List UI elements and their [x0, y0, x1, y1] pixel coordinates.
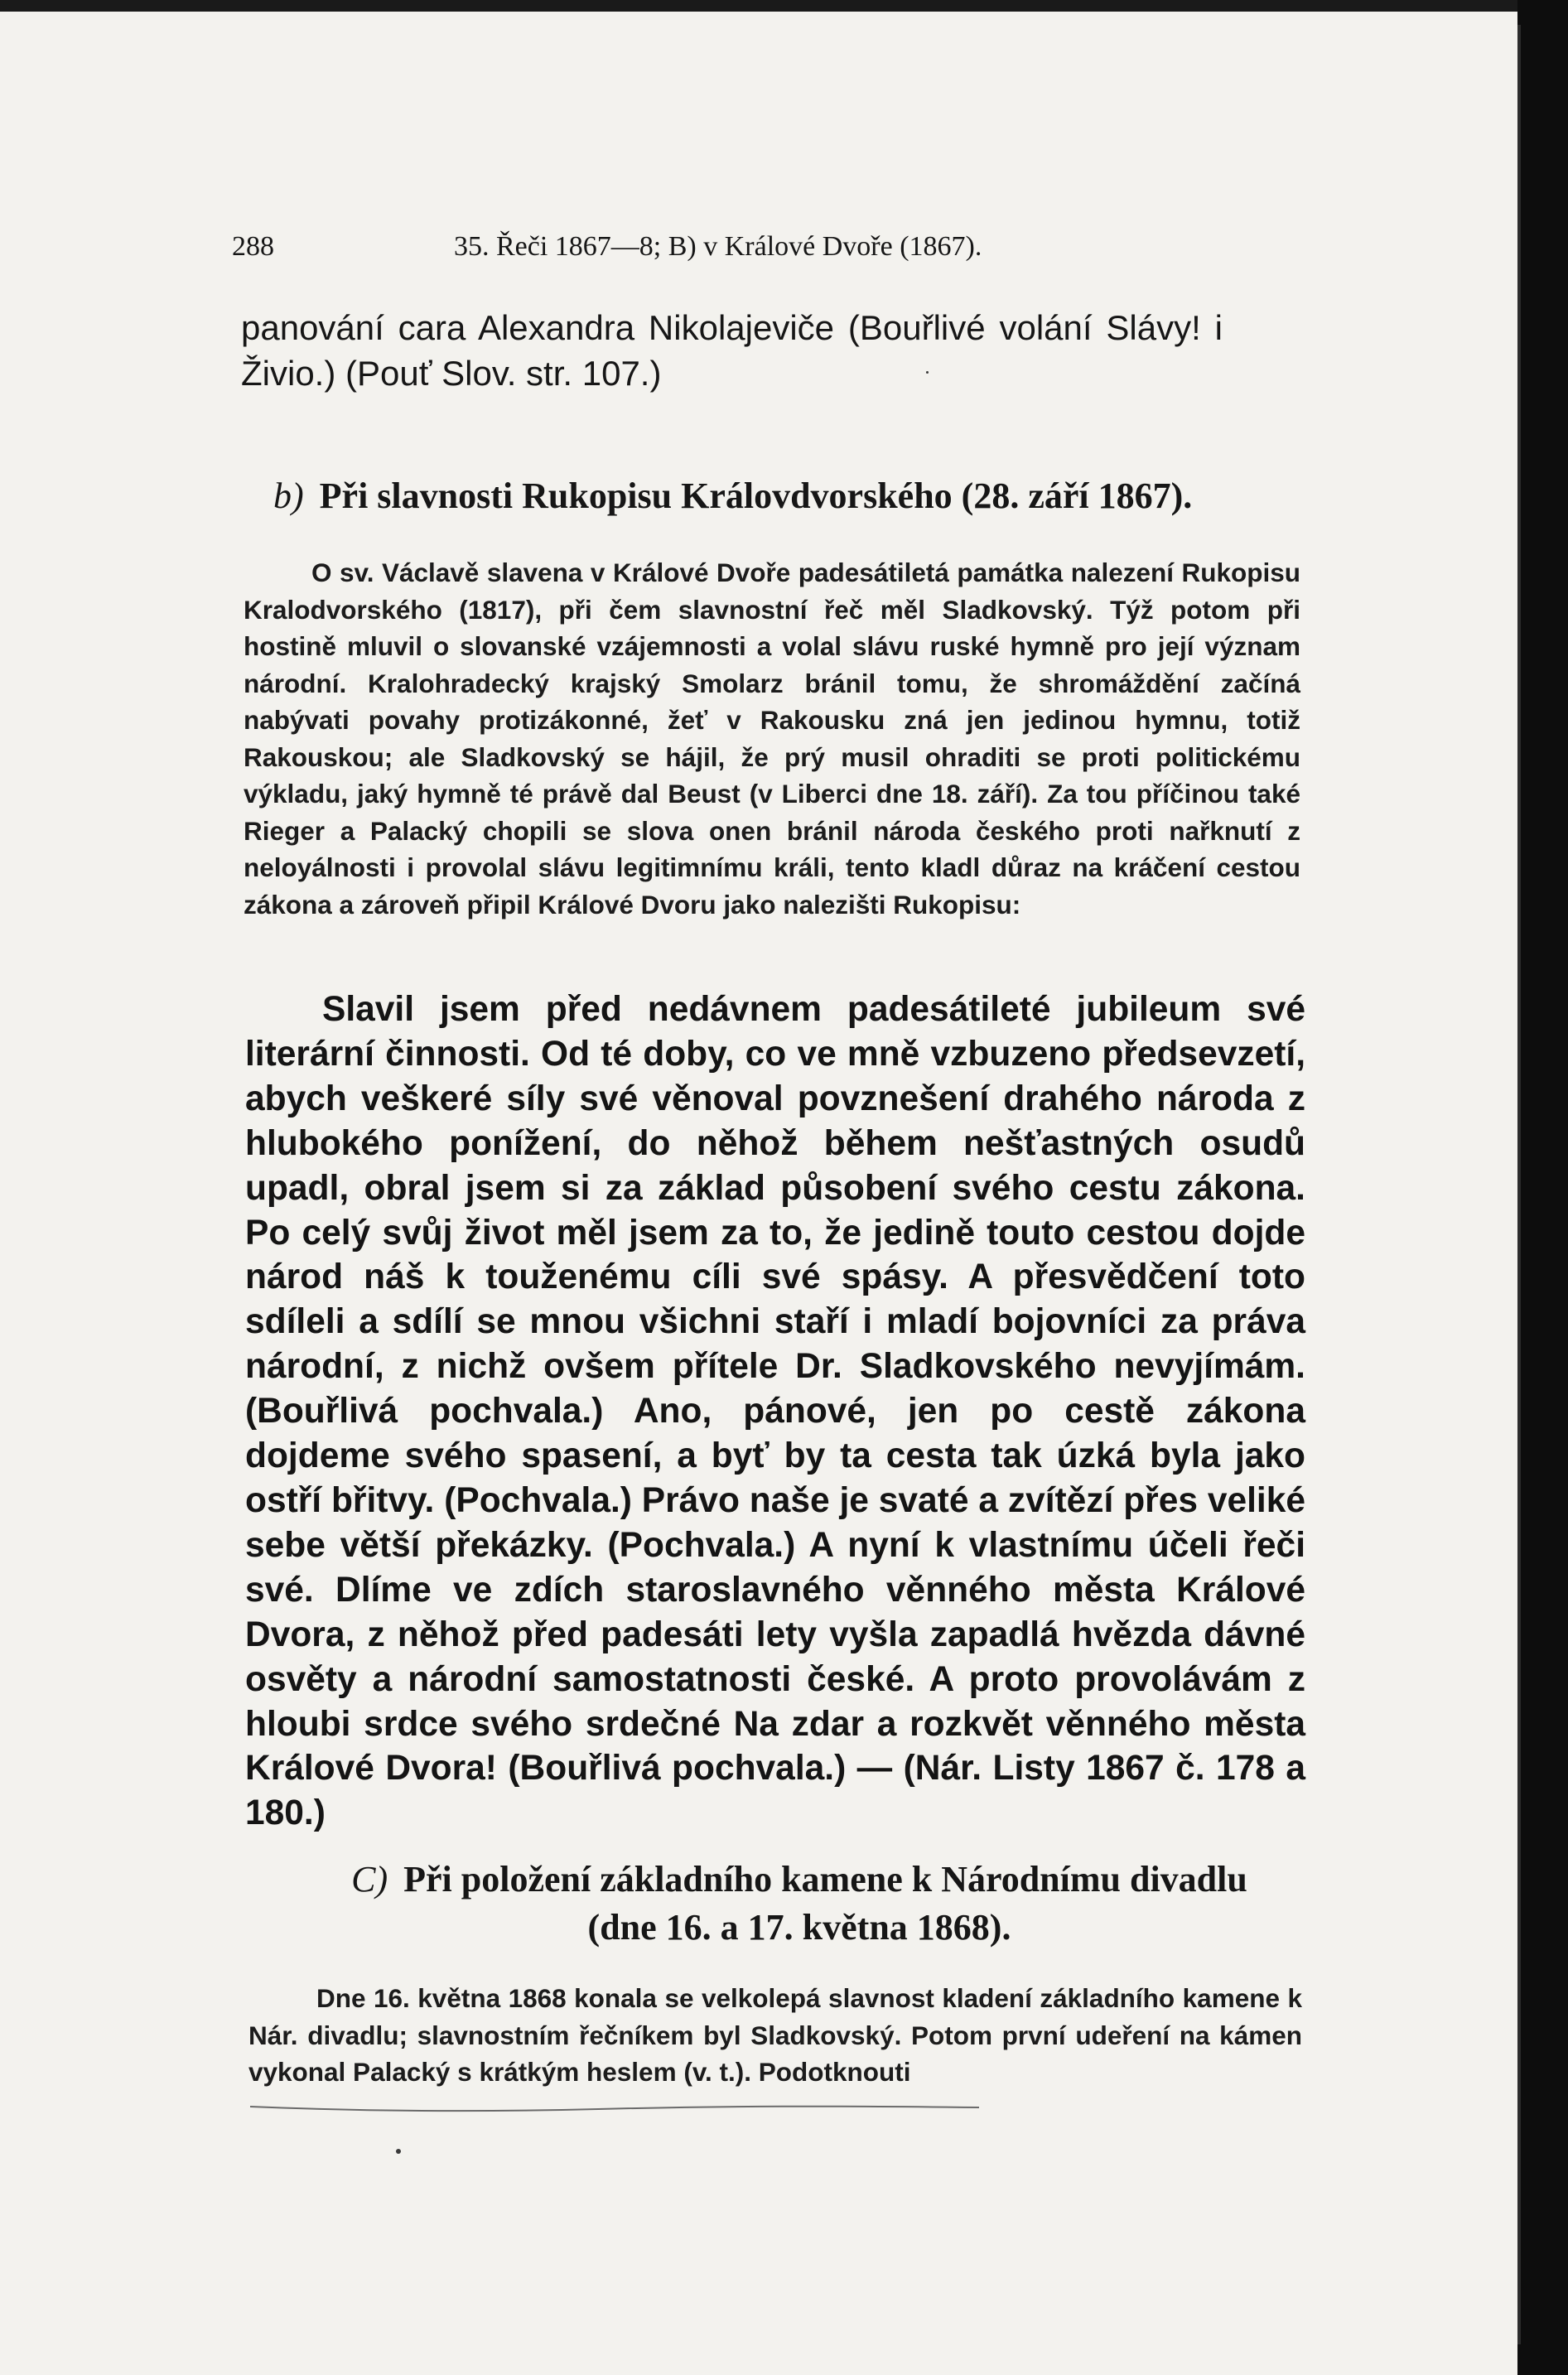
section-c-heading-line2: (dne 16. a 17. května 1868).	[587, 1907, 1011, 1948]
running-title: 35. Řeči 1867—8; B) v Králové Dvoře (1867).	[454, 231, 982, 262]
speech-text: Slavil jsem před nedávnem padesátileté jubileum své literární činnosti. Od té doby, co ve mně vzbuzeno předsevzetí, abych veškeré síly své věnoval povznešení drahého národa z hlubokého ponížení, do něhož během nešťastných osudů upadl, obral jsem si za základ působení svého cestu zákona. Po celý svůj život měl jsem za to, že jedině touto cestou dojde národ náš k touženému cíli své spásy. A přesvědčení toto sdíleli a sdílí se mnou všichni staří i mladí bojovníci za práva národní, z nichž ovšem přítele Dr. Sladkovského nevyjímám. (Bouřlivá pochvala.) Ano, pánové, jen po cestě zákona dojdeme svého spasení, a byť by ta cesta tak úzká byla jako ostří břitvy. (Pochvala.) Právo naše je svaté a zvítězí přes veliké sebe větší překázky. (Pochvala.) A nyní k vlastnímu účeli řeči své. Dlíme ve zdích staroslavného věnného města Králové Dvora, z něhož před padesáti lety vyšla zapadlá hvězda dávné osvěty a národní samostatnosti české. A proto provolávám z hloubi srdce svého srdečné Na zdar a rozkvět věnného města Králové Dvora! (Bouřlivá pochvala.) — (Nár. Listy 1867 č. 178 a 180.)	[245, 990, 1305, 1833]
section-c-paragraph	[248, 1980, 1302, 2091]
section-b-title: Při slavnosti Rukopisu Královdvorského (28. září 1867).	[319, 475, 1193, 516]
section-c-title: Při položení základního kamene k Národnímu divadlu	[403, 1859, 1247, 1900]
intro-paragraph: panování cara Alexandra Nikolajeviče (Bouřlivé volání Slávy! i Živio.) (Pouť Slov. str. 107.)	[241, 308, 1223, 393]
section-c-text: Dne 16. května 1868 konala se velkolepá slavnost kladení základního kamene k Nár. divadlu; slavnostním řečníkem byl Sladkovský. Potom první udeření na kámen vykonal Palacký s krátkým heslem (v. t.). Podotknouti	[248, 1983, 1302, 2087]
scan-speck	[396, 2149, 401, 2154]
scan-border	[1517, 0, 1568, 2375]
scan-speck	[926, 371, 929, 374]
section-c-letter: C)	[351, 1859, 388, 1900]
section-b-heading	[273, 472, 1300, 520]
section-b-text: O sv. Václavě slavena v Králové Dvoře padesátiletá památka nalezení Rukopisu Kralodvorského (1817), při čem slavnostní řeč měl Sladkovský. Týž potom při hostině mluvil o slovanské vzájemnosti a volal slávu ruské hymně pro její význam národní. Kralohradecký krajský Smolarz bránil tomu, že shromáždění začíná nabývati povahy protizákonné, žeť v Rakousku zná jen jedinou hymnu, totiž Rakouskou; ale Sladkovský se hájil, že prý musil ohraditi se proti politickému výkladu, jaký hymně té právě dal Beust (v Liberci dne 18. září). Za tou příčinou také Rieger a Palacký chopili se slova onen bránil národa českého proti nařknutí z neloyálnosti i provolal slávu legitimnímu králi, tento kladl důraz na kráčení cestou zákona a zároveň připil Králové Dvoru jako nalezišti Rukopisu:	[244, 558, 1300, 920]
section-c-heading	[282, 1856, 1317, 1952]
pencil-underline-mark	[250, 2102, 979, 2114]
section-b-letter: b)	[273, 475, 304, 516]
section-b-paragraph	[244, 554, 1300, 923]
page-number: 288	[232, 231, 274, 262]
section-c-heading-line1	[282, 1856, 1317, 1904]
page-edge-shadow	[1517, 25, 1521, 2344]
speech-quote	[245, 987, 1305, 1836]
